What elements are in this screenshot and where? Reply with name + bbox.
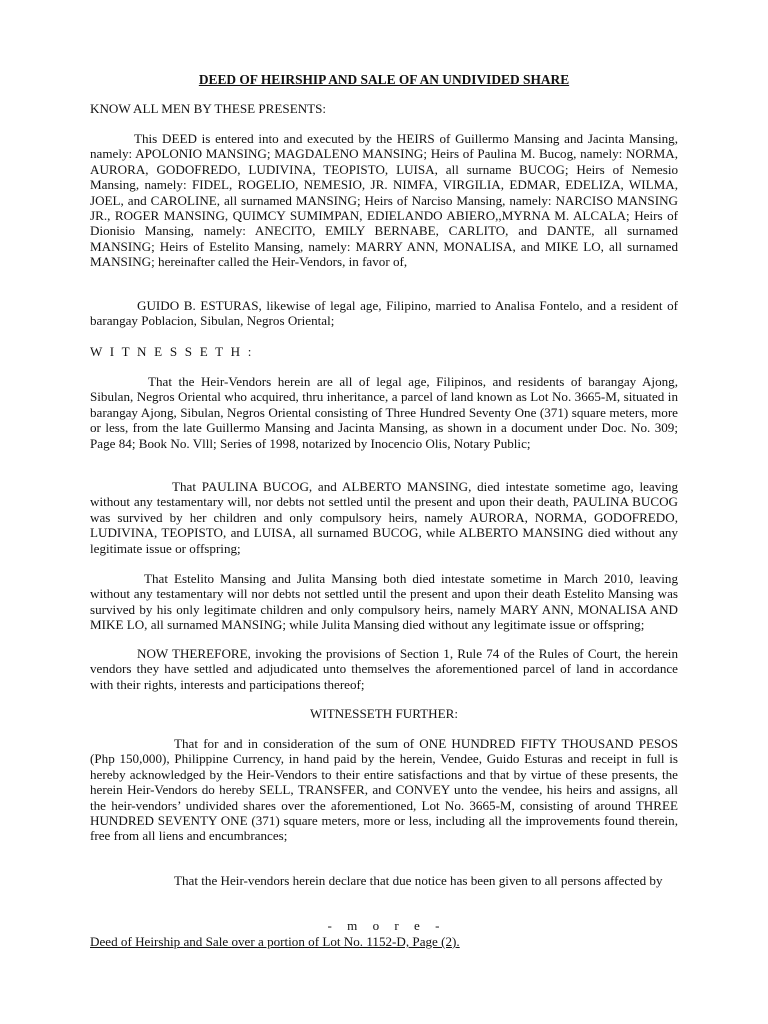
witnesseth-heading: W I T N E S S E T H : <box>90 344 254 359</box>
witnesseth-further-heading: WITNESSETH FURTHER: <box>310 706 458 721</box>
intro-paragraph: This DEED is entered into and executed by the HEIRS of Guillermo Mansing and Jacinta Mansing, namely: APOLONIO MANSING; MAGDALENO MANSING; Heirs of Paulina M. Bucog, namely: NORMA, AURORA, GODOFREDO, LUDIVINA, TEOPISTO, LUISA, all surname BUCOG; Heirs of Nemesio Mansing, namely: FIDEL, ROGELIO, NEMESIO, JR. NIMFA, VIRGILIA, EDMAR, EDELIZA, WILMA, JOEL, and CAROLINE, all surnamed MANSING; Heirs of Narciso Mansing, namely: NARCISO MANSING JR., ROGER MANSING, QUIMCY SUMIMPAN, EDIELANDO ABIERO,,MYRNA M. ALCALA; Heirs of Dionisio Mansing, namely: ANECITO, EMILY BERNABE, CARLITO, and DANTE, all surnamed MANSING; Heirs of Estelito Mansing, namely: MARRY ANN, MONALISA, and MIKE LO, all surnamed MANSING; hereinafter called the Heir-Vendors, in favor of, <box>90 131 678 270</box>
notice-paragraph: That the Heir-vendors herein declare that due notice has been given to all persons affected by <box>174 873 663 888</box>
paulina-paragraph: That PAULINA BUCOG, and ALBERTO MANSING, died intestate sometime ago, leaving without any testamentary will, nor debts not settled until the present and upon their death, PAULINA BUCOG was survived by her children and only compulsory heirs, namely AURORA, NORMA, GODOFREDO, LUDIVINA, TEOPISTO, and LUISA, all surnamed BUCOG, while ALBERTO MANSING died without any legitimate issue or offspring; <box>90 479 678 556</box>
document-title: DEED OF HEIRSHIP AND SALE OF AN UNDIVIDED SHARE <box>198 72 570 87</box>
estelito-paragraph: That Estelito Mansing and Julita Mansing both died intestate sometime in March 2010, leaving without any testamentary will nor debts not settled until the present and upon their death Estelito Mansing was survived by his only legitimate children and only compulsory heirs, namely MARY ANN, MONALISA AND MIKE LO, all surnamed MANSING; while Julita Mansing died without any legitimate issue or offspring; <box>90 571 678 633</box>
now-therefore-paragraph: NOW THEREFORE, invoking the provisions of Section 1, Rule 74 of the Rules of Court, the herein vendors they have settled and adjudicated unto themselves the aforementioned parcel of land in accordance with their rights, interests and participations thereof; <box>90 646 678 692</box>
vendee-paragraph: GUIDO B. ESTURAS, likewise of legal age, Filipino, married to Analisa Fontelo, and a resident of barangay Poblacion, Sibulan, Negros Oriental; <box>90 298 678 329</box>
salutation: KNOW ALL MEN BY THESE PRESENTS: <box>90 101 327 116</box>
more-marker: - m o r e - <box>327 918 441 933</box>
consideration-paragraph: That for and in consideration of the sum of ONE HUNDRED FIFTY THOUSAND PESOS (Php 150,000), Philippine Currency, in hand paid by the herein, Vendee, Guido Esturas and receipt in full is hereby acknowledged by the Heir-Vendors to their entire satisfactions and that by virtue of these presents, the herein Heir-Vendors do hereby SELL, TRANSFER, and CONVEY unto the vendee, his heirs and assigns, all the heir-vendors’ undivided shares over the aforementioned, Lot No. 3665-M, consisting of around THREE HUNDRED SEVENTY ONE (371) square meters, more or less, including all the improvements found therein, free from all liens and encumbrances; <box>90 736 678 844</box>
page-footer: Deed of Heirship and Sale over a portion of Lot No. 1152-D, Page (2). <box>90 934 460 949</box>
land-paragraph: That the Heir-Vendors herein are all of legal age, Filipinos, and residents of barangay Ajong, Sibulan, Negros Oriental who acquired, thru inheritance, a parcel of land known as Lot No. 3665-M, situated in barangay Ajong, Sibulan, Negros Oriental consisting of Three Hundred Seventy One (371) square meters, more or less, from the late Guillermo Mansing and Jacinta Mansing, as shown in a document under Doc. No. 309; Page 84; Book No. Vlll; Series of 1998, notarized by Inocencio Olis, Notary Public; <box>90 374 678 451</box>
